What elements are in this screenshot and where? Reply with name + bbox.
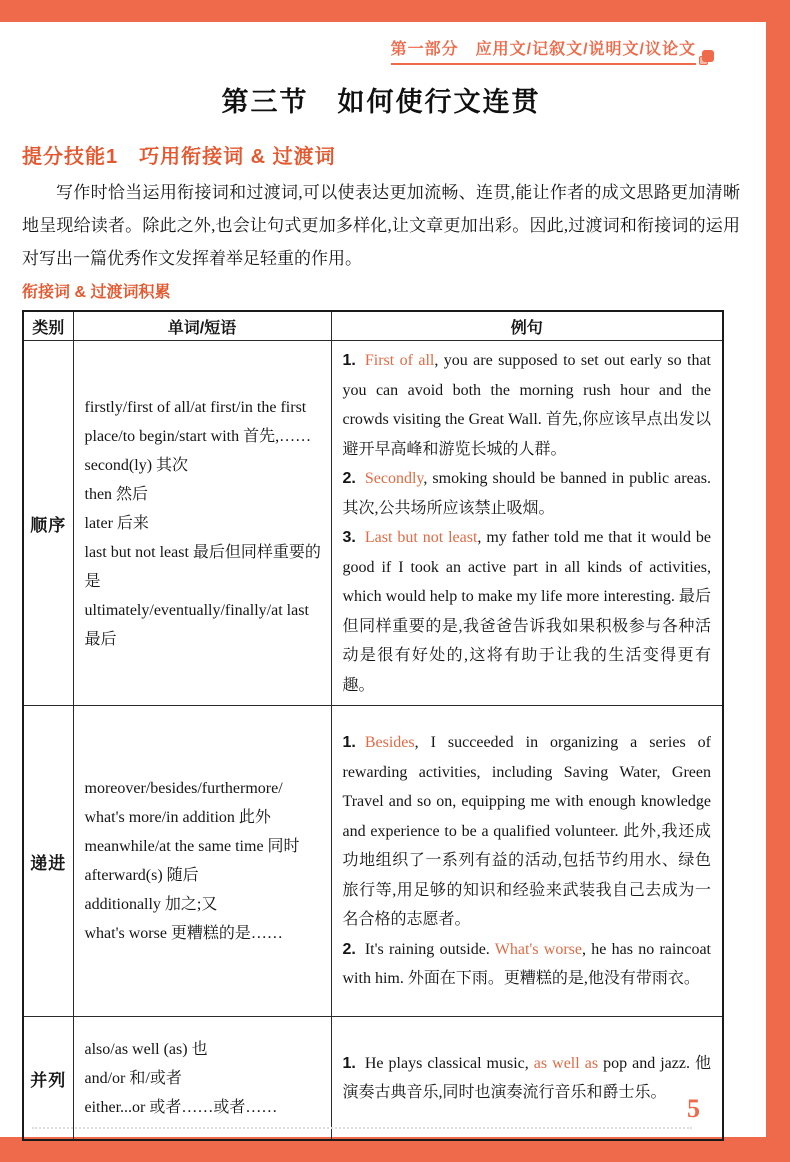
highlight-phrase: Besides	[364, 734, 415, 752]
example-text: , my father told me that it would be good if I took an active part in all kinds of activities, which would help to make my life more interesting. 最后但同样重要的是,我爸爸告诉我如果积极参与各种活动是很有好处的,这将有助于让我的生活变得更有趣。	[342, 529, 711, 694]
example-text: He plays classical music,	[364, 1054, 534, 1072]
category-cell: 并列	[23, 1017, 73, 1141]
example-text: , smoking should be banned in public areas. 其次,公共场所应该禁止吸烟。	[342, 470, 711, 517]
word-item: second(ly) 其次	[84, 456, 189, 474]
word-item: afterward(s) 随后	[84, 867, 199, 884]
word-item: firstly/​first of all/​at first/​in the first place/​to begin/​start with 首先,……	[84, 398, 312, 445]
example-item	[343, 728, 712, 935]
table-body	[23, 341, 723, 1141]
example-number: 1.	[342, 1054, 356, 1072]
column-header-examples: 例句	[331, 311, 723, 341]
example-number: 1.	[342, 734, 356, 752]
example-text: It's raining outside.	[364, 940, 495, 958]
example-item	[343, 523, 712, 700]
examples-cell	[331, 706, 723, 1017]
highlight-phrase: Secondly	[364, 470, 424, 487]
words-cell	[73, 1017, 331, 1141]
page-content	[22, 22, 740, 1141]
example-item	[343, 935, 712, 994]
example-item	[343, 1049, 712, 1108]
example-text: , he has no raincoat with him. 外面在下雨。更糟糕的是,他没有带雨衣。	[342, 940, 711, 988]
connectives-table	[22, 310, 724, 1141]
example-number: 2.	[342, 470, 356, 487]
word-item: additionally 加之;又	[84, 896, 218, 913]
word-item: meanwhile/​at the same time 同时	[84, 838, 300, 855]
example-number: 3.	[342, 529, 356, 546]
highlight-phrase: Last but not least	[364, 529, 478, 546]
accumulation-subheading: 衔接词 & 过渡词积累	[22, 284, 171, 301]
word-item: what's worse 更糟糕的是……	[84, 925, 283, 942]
page-number: 5	[687, 1094, 700, 1123]
example-item	[343, 464, 712, 523]
page-border-right	[766, 0, 790, 1162]
highlight-phrase: What's worse	[494, 940, 582, 958]
table-header-row	[23, 311, 723, 341]
highlight-phrase: First of all	[364, 352, 435, 369]
word-item: also/​as well (as) 也	[84, 1040, 208, 1058]
examples-cell	[331, 341, 723, 706]
category-cell: 顺序	[23, 341, 73, 706]
examples-cell	[331, 1017, 723, 1141]
footer-divider	[32, 1127, 692, 1129]
column-header-category: 类别	[23, 311, 73, 341]
page-title: 第三节 如何使行文连贯	[221, 87, 541, 117]
page-border-top	[0, 0, 790, 22]
word-item: ultimately/​eventually/​finally/​at last 最后	[84, 601, 309, 648]
example-text: pop and jazz. 他演奏古典音乐,同时也演奏流行音乐和爵士乐。	[342, 1054, 712, 1101]
highlight-phrase: as well as	[533, 1054, 599, 1072]
intro-paragraph: 写作时恰当运用衔接词和过渡词,可以使表达更加流畅、连贯,能让作者的成文思路更加清晰地呈现给读者。除此之外,也会让句式更加多样化,让文章更加出彩。因此,过渡词和衔接词的运用对写出一篇优秀作文发挥着举足轻重的作用。	[22, 183, 740, 268]
example-number: 1.	[342, 352, 356, 369]
corner-squares-icon	[699, 50, 714, 65]
category-cell: 递进	[23, 706, 73, 1017]
example-text: , you are supposed to set out early so that you can avoid both the morning rush hour and the crowds visiting the Great Wall. 首先,你应该早点出发以避开早高峰和游览长城的人群。	[342, 352, 711, 458]
part-header-text: 第一部分 应用文/记叙文/说明文/议论文	[391, 36, 696, 65]
word-item: and/​or 和/​或者	[84, 1069, 182, 1087]
word-item: either...or 或者……或者……	[84, 1098, 278, 1116]
table-row	[23, 706, 723, 1017]
table-row	[23, 1017, 723, 1141]
example-text: , I succeeded in organizing a series of rewarding activities, including Saving Water, Green Travel and so on, equipping me with enough knowledge and experience to be a qualified volunteer. 此外,我还成功地组织了一系列有益的活动,包括节约用水、绿色旅行等,用足够的知识和经验来武装我自己去成为一名合格的志愿者。	[342, 734, 711, 929]
running-header	[22, 36, 714, 65]
table-row	[23, 341, 723, 706]
words-cell	[73, 341, 331, 706]
word-item: then 然后	[84, 485, 149, 503]
skill-heading: 提分技能1 巧用衔接词 & 过渡词	[22, 146, 336, 168]
column-header-words: 单词/短语	[73, 311, 331, 341]
word-item: last but not least 最后但同样重要的是	[84, 543, 321, 590]
example-item	[343, 346, 712, 464]
example-number: 2.	[342, 940, 356, 958]
word-item: later 后来	[84, 514, 149, 532]
word-item: moreover/​besides/​furthermore/​what's more/​in addition 此外	[84, 780, 283, 826]
words-cell	[73, 706, 331, 1017]
